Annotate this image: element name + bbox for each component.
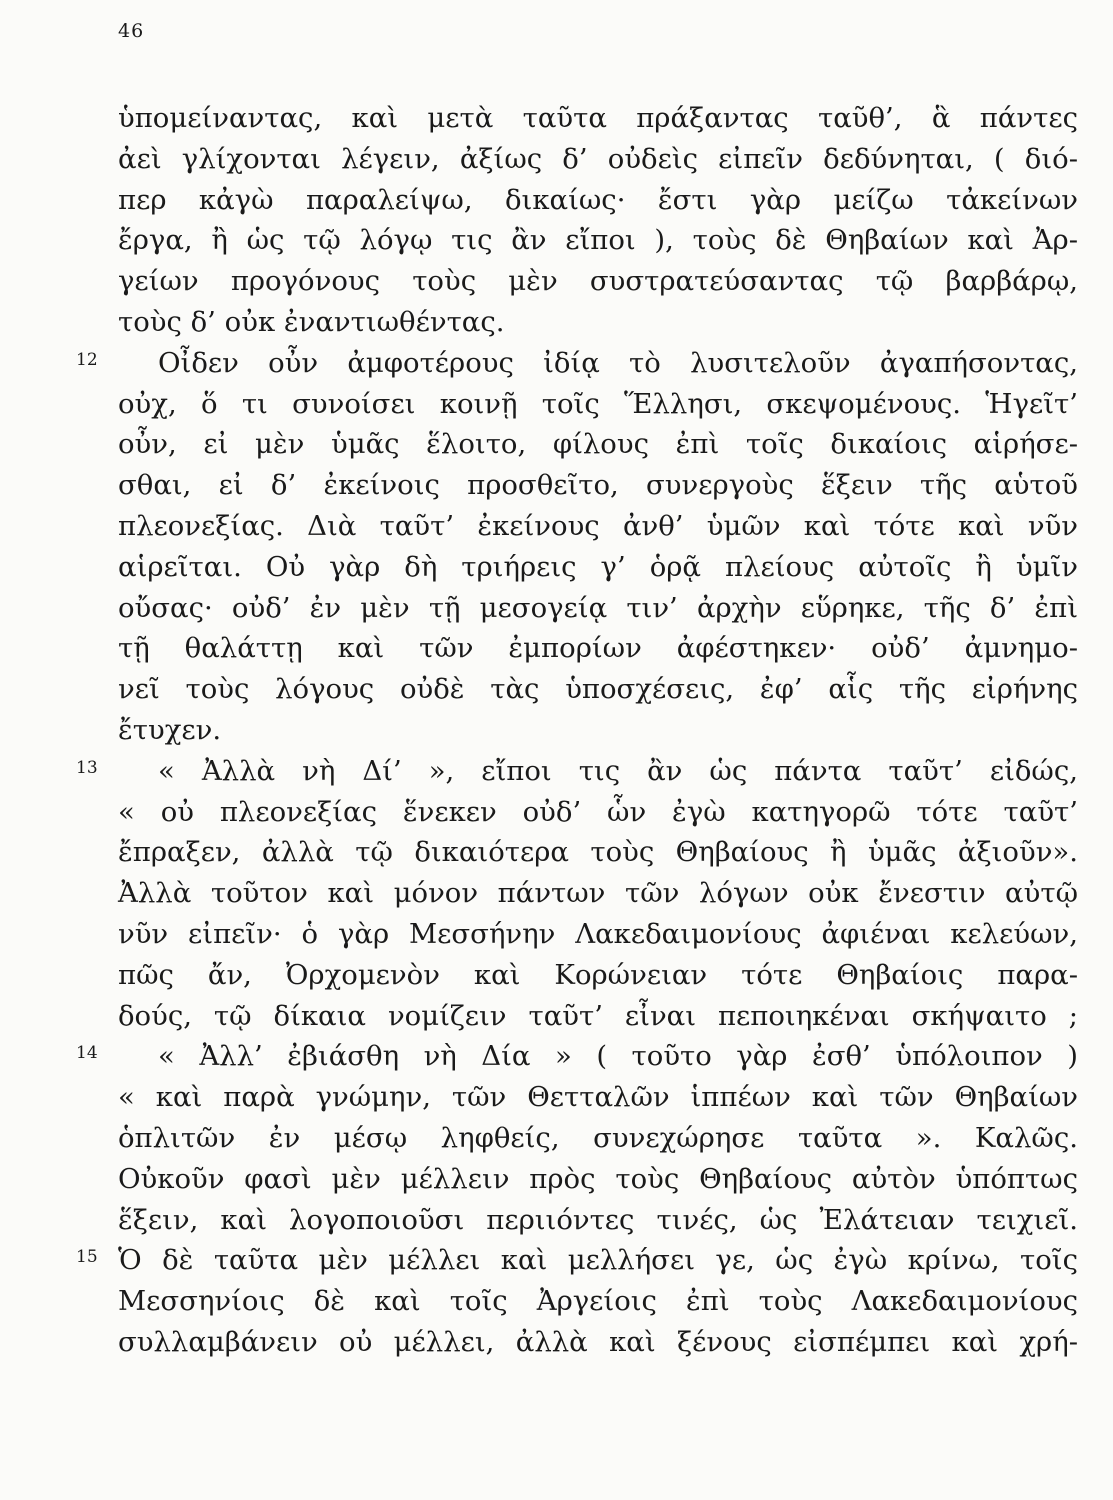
line-text: οὖν, εἰ μὲν ὑμᾶς ἕλοιτο, φίλους ἐπὶ τοῖς δικαίοις αἱρήσε- [118, 428, 1078, 461]
text-line [118, 628, 1078, 669]
line-text: οὐχ, ὅ τι συνοίσει κοινῇ τοῖς Ἕλλησι, σκεψομένους. Ἡγεῖτ’ [118, 387, 1078, 420]
text-line [118, 302, 1078, 343]
text-line [76, 1240, 1078, 1281]
line-text: αἱρεῖται. Οὐ γὰρ δὴ τριήρεις γ’ ὁρᾷ πλείους αὐτοῖς ἢ ὑμῖν [118, 550, 1078, 583]
text-line [76, 751, 1078, 792]
line-text: Ὁ δὲ ταῦτα μὲν μέλλει καὶ μελλήσει γε, ὡς ἐγὼ κρίνω, τοῖς [118, 1244, 1078, 1277]
text-line [118, 832, 1078, 873]
text-line [118, 710, 1078, 751]
line-text: « Ἀλλ’ ἐβιάσθη νὴ Δία » ( τοῦτο γὰρ ἐσθ’ ὑπόλοιπον ) [158, 1040, 1078, 1073]
text-line [118, 139, 1078, 180]
line-text: σθαι, εἰ δ’ ἐκείνοις προσθεῖτο, συνεργοὺς ἕξειν τῆς αὑτοῦ [118, 469, 1078, 502]
line-text: ὁπλιτῶν ἐν μέσῳ ληφθείς, συνεχώρησε ταῦτα ». Καλῶς. [118, 1121, 1078, 1154]
text-line [118, 1322, 1078, 1363]
text-line [118, 180, 1078, 221]
line-text: γείων προγόνους τοὺς μὲν συστρατεύσαντας τῷ βαρβάρῳ, [118, 265, 1078, 298]
line-text: ἔπραξεν, ἀλλὰ τῷ δικαιότερα τοὺς Θηβαίους ἢ ὑμᾶς ἀξιοῦν». [118, 836, 1078, 869]
text-line [118, 914, 1078, 955]
line-text: « Ἀλλὰ νὴ Δί’ », εἴποι τις ἂν ὡς πάντα ταῦτ’ εἰδώς, [158, 754, 1078, 787]
line-text: περ κἀγὼ παραλείψω, δικαίως· ἔστι γὰρ μείζω τἀκείνων [118, 183, 1078, 216]
text-line [118, 1118, 1078, 1159]
text-line [118, 588, 1078, 629]
line-text: « καὶ παρὰ γνώμην, τῶν Θετταλῶν ἱππέων καὶ τῶν Θηβαίων [118, 1081, 1078, 1114]
section-number: 14 [76, 1043, 98, 1064]
text-line [118, 1281, 1078, 1322]
line-text: Ἀλλὰ τοῦτον καὶ μόνον πάντων τῶν λόγων οὐκ ἔνεστιν αὐτῷ [118, 877, 1078, 910]
line-text: τοὺς δ’ οὐκ ἐναντιωθέντας. [118, 305, 505, 338]
line-text: Οἶδεν οὖν ἀμφοτέρους ἰδίᾳ τὸ λυσιτελοῦν ἀγαπήσοντας, [158, 346, 1078, 379]
text-line [118, 220, 1078, 261]
line-text: νῦν εἰπεῖν· ὁ γὰρ Μεσσήνην Λακεδαιμονίους ἀφιέναι κελεύων, [118, 917, 1078, 950]
text-line [118, 792, 1078, 833]
line-text: νεῖ τοὺς λόγους οὐδὲ τὰς ὑποσχέσεις, ἐφ’ αἷς τῆς εἰρήνης [118, 673, 1078, 706]
text-line [118, 669, 1078, 710]
text-line [118, 1200, 1078, 1241]
line-text: τῇ θαλάττῃ καὶ τῶν ἐμπορίων ἀφέστηκεν· οὐδ’ ἀμνημο- [118, 632, 1078, 665]
line-text: « οὐ πλεονεξίας ἕνεκεν οὐδ’ ὧν ἐγὼ κατηγορῶ τότε ταῦτ’ [118, 795, 1078, 828]
text-block [76, 98, 1078, 1363]
text-line [118, 465, 1078, 506]
text-line [118, 261, 1078, 302]
text-line [118, 996, 1078, 1037]
text-line [76, 343, 1078, 384]
line-text: πλεονεξίας. Διὰ ταῦτ’ ἐκείνους ἀνθ’ ὑμῶν καὶ τότε καὶ νῦν [118, 509, 1078, 542]
text-line [118, 873, 1078, 914]
text-line [118, 1159, 1078, 1200]
section-number: 13 [76, 757, 98, 778]
line-text: ἕξειν, καὶ λογοποιοῦσι περιιόντες τινές, ὡς Ἐλάτειαν τειχιεῖ. [118, 1203, 1078, 1236]
line-text: οὔσας· οὐδ’ ἐν μὲν τῇ μεσογείᾳ τιν’ ἀρχὴν εὕρηκε, τῆς δ’ ἐπὶ [118, 591, 1078, 624]
section-number: 15 [76, 1247, 98, 1268]
line-text: ἀεὶ γλίχονται λέγειν, ἀξίως δ’ οὐδεὶς εἰπεῖν δεδύνηται, ( διό- [118, 142, 1078, 175]
page-number: 46 [118, 20, 145, 42]
line-text: δούς, τῷ δίκαια νομίζειν ταῦτ’ εἶναι πεποιηκέναι σκήψαιτο ; [118, 999, 1078, 1032]
section-number: 12 [76, 349, 98, 370]
text-line [118, 424, 1078, 465]
text-line [118, 384, 1078, 425]
line-text: Οὐκοῦν φασὶ μὲν μέλλειν πρὸς τοὺς Θηβαίους αὐτὸν ὑπόπτως [118, 1162, 1078, 1195]
line-text: Μεσσηνίοις δὲ καὶ τοῖς Ἀργείοις ἐπὶ τοὺς Λακεδαιμονίους [118, 1285, 1078, 1318]
text-line [118, 955, 1078, 996]
line-text: ἔτυχεν. [118, 713, 222, 746]
line-text: ἔργα, ἢ ὡς τῷ λόγῳ τις ἂν εἴποι ), τοὺς δὲ Θηβαίων καὶ Ἀρ- [118, 224, 1078, 257]
text-line [76, 1036, 1078, 1077]
text-line [118, 98, 1078, 139]
text-line [118, 506, 1078, 547]
line-text: συλλαμβάνειν οὐ μέλλει, ἀλλὰ καὶ ξένους εἰσπέμπει καὶ χρή- [118, 1325, 1078, 1358]
text-line [118, 1077, 1078, 1118]
text-line [118, 547, 1078, 588]
line-text: ὑπομείναντας, καὶ μετὰ ταῦτα πράξαντας ταῦθ’, ἃ πάντες [118, 102, 1078, 134]
line-text: πῶς ἄν, Ὀρχομενὸν καὶ Κορώνειαν τότε Θηβαίοις παρα- [118, 958, 1078, 991]
